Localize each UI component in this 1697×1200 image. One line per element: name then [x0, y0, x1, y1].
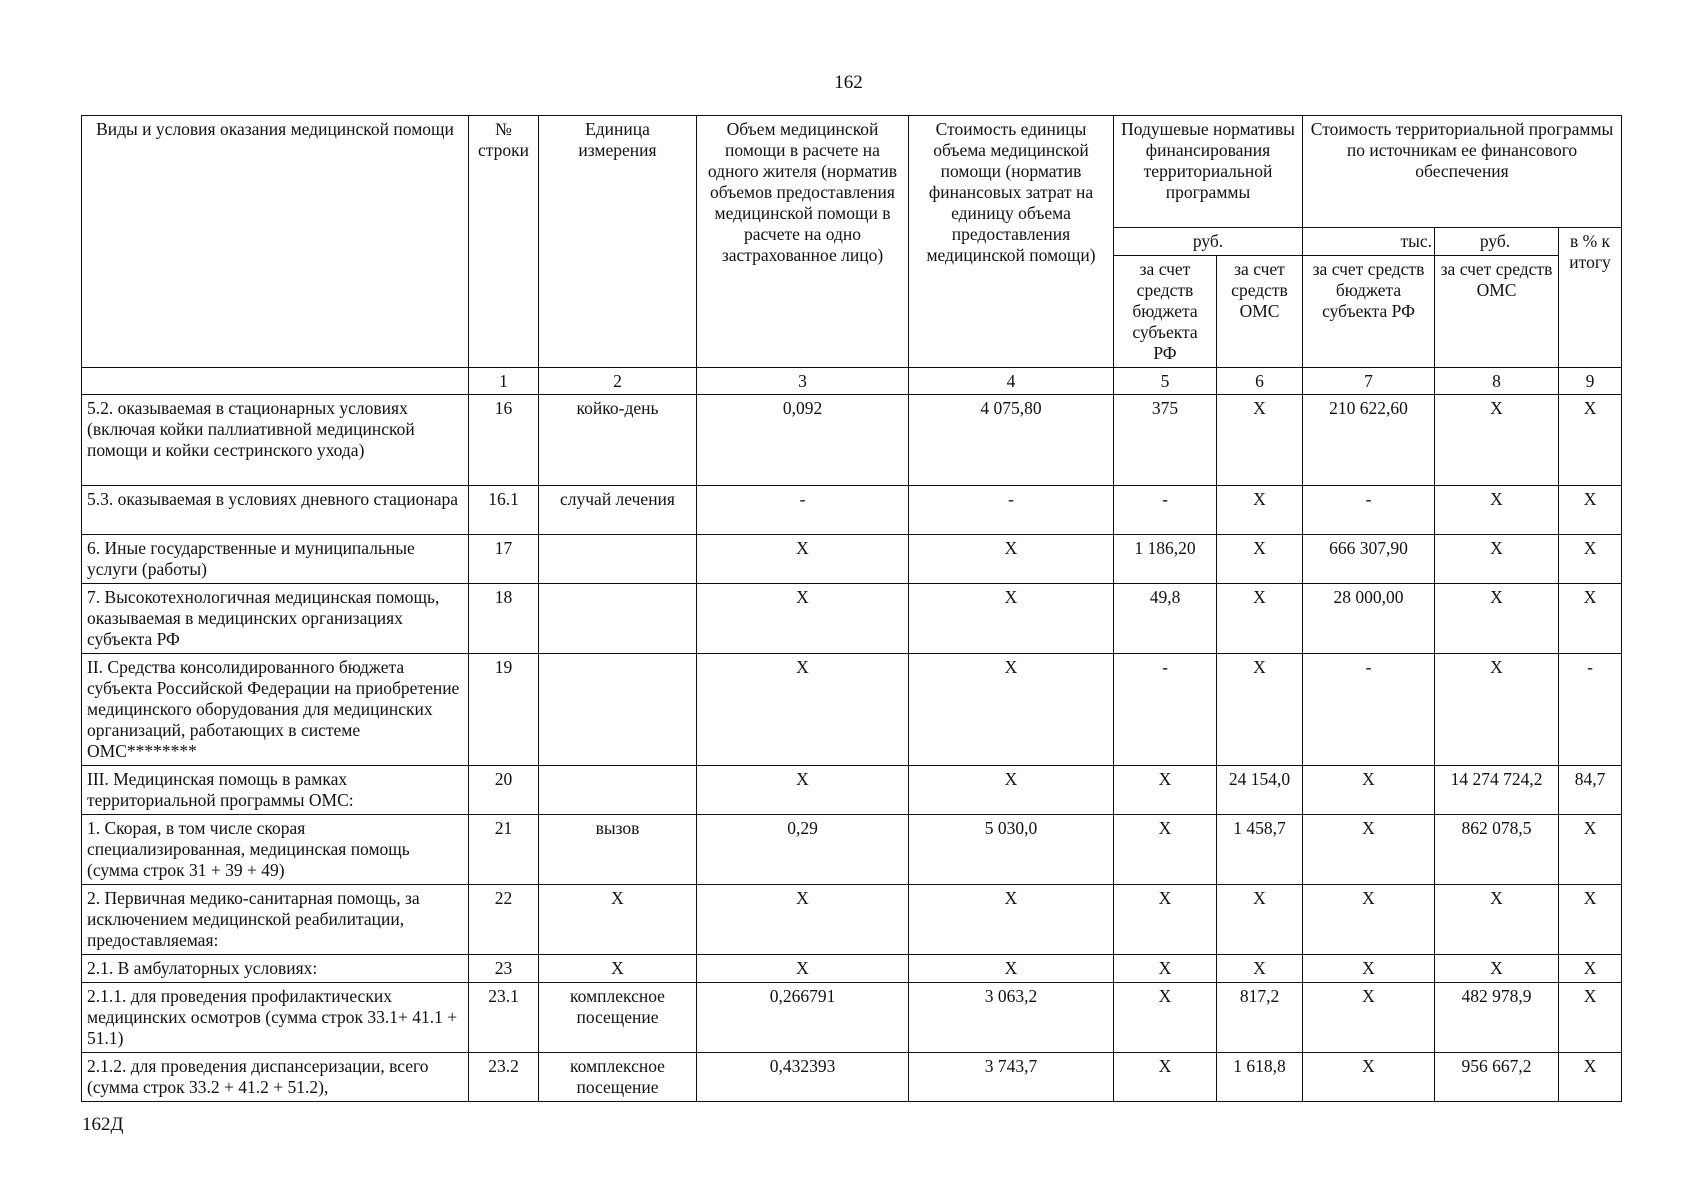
table-row [82, 766, 1622, 815]
row-unit-cell: вызов [539, 815, 697, 885]
row-value-cell: 1 618,8 [1217, 1053, 1303, 1102]
row-unit-cell [539, 766, 697, 815]
row-value-cell: Х [697, 955, 909, 983]
row-number-cell: 17 [469, 535, 539, 584]
row-value-cell: 24 154,0 [1217, 766, 1303, 815]
header-budget-rub: за счет средств бюджета субъекта РФ [1114, 256, 1217, 368]
financing-table [81, 115, 1622, 1102]
table-row [82, 486, 1622, 535]
column-number: 8 [1435, 368, 1559, 395]
row-value-cell: 862 078,5 [1435, 815, 1559, 885]
table-row [82, 815, 1622, 885]
row-value-cell: 666 307,90 [1303, 535, 1435, 584]
row-value-cell: Х [697, 766, 909, 815]
row-value-cell: Х [1435, 584, 1559, 654]
row-value-cell: Х [697, 535, 909, 584]
row-value-cell: Х [909, 885, 1114, 955]
row-value-cell: - [1114, 486, 1217, 535]
row-value-cell: Х [1303, 983, 1435, 1053]
row-name-cell: 2.1.1. для проведения профилактических медицинских осмотров (сумма строк 33.1+ 41.1 + 51.1) [82, 983, 469, 1053]
row-value-cell: Х [1114, 766, 1217, 815]
row-unit-cell [539, 535, 697, 584]
row-value-cell: Х [1303, 955, 1435, 983]
row-value-cell: 956 667,2 [1435, 1053, 1559, 1102]
table-row [82, 983, 1622, 1053]
header-oms-rub: за счет средств ОМС [1217, 256, 1303, 368]
row-value-cell: - [1303, 654, 1435, 766]
header-thous-left: тыс. [1303, 228, 1435, 256]
header-percent-total: в % к итогу [1559, 228, 1622, 368]
row-value-cell: Х [1217, 955, 1303, 983]
row-value-cell: Х [1217, 395, 1303, 486]
header-row-no: № строки [469, 116, 539, 368]
header-percapita: Подушевые нормативы финансирования территориальной программы [1114, 116, 1303, 228]
row-number-cell: 20 [469, 766, 539, 815]
row-value-cell: - [1303, 486, 1435, 535]
row-value-cell: Х [1435, 535, 1559, 584]
row-value-cell: Х [1559, 1053, 1622, 1102]
row-value-cell: Х [1559, 885, 1622, 955]
row-name-cell: 6. Иные государственные и муниципальные услуги (работы) [82, 535, 469, 584]
row-value-cell: Х [909, 766, 1114, 815]
table-row [82, 535, 1622, 584]
table-row [82, 654, 1622, 766]
row-value-cell: 84,7 [1559, 766, 1622, 815]
row-number-cell: 21 [469, 815, 539, 885]
row-value-cell: Х [697, 654, 909, 766]
row-value-cell: 0,266791 [697, 983, 909, 1053]
row-value-cell: - [697, 486, 909, 535]
row-value-cell: 4 075,80 [909, 395, 1114, 486]
row-number-cell: 18 [469, 584, 539, 654]
footer-code: 162Д [82, 1114, 124, 1135]
row-value-cell: Х [1559, 535, 1622, 584]
row-value-cell: Х [1559, 395, 1622, 486]
row-value-cell: Х [1217, 486, 1303, 535]
row-unit-cell [539, 584, 697, 654]
header-thous-right: руб. [1435, 228, 1559, 256]
row-value-cell: - [909, 486, 1114, 535]
page-number: 162 [834, 72, 863, 93]
row-value-cell: Х [1217, 885, 1303, 955]
row-name-cell: 2.1.2. для проведения диспансеризации, всего (сумма строк 33.2 + 41.2 + 51.2), [82, 1053, 469, 1102]
row-value-cell: Х [1217, 584, 1303, 654]
row-value-cell: 0,092 [697, 395, 909, 486]
row-value-cell: 210 622,60 [1303, 395, 1435, 486]
table-row [82, 955, 1622, 983]
column-number: 3 [697, 368, 909, 395]
row-name-cell: 2.1. В амбулаторных условиях: [82, 955, 469, 983]
row-value-cell: 0,29 [697, 815, 909, 885]
row-value-cell: Х [1114, 815, 1217, 885]
row-number-cell: 23.1 [469, 983, 539, 1053]
column-number: 5 [1114, 368, 1217, 395]
row-value-cell: 3 743,7 [909, 1053, 1114, 1102]
row-value-cell: Х [1559, 486, 1622, 535]
row-value-cell: 28 000,00 [1303, 584, 1435, 654]
row-value-cell: 1 458,7 [1217, 815, 1303, 885]
column-number: 1 [469, 368, 539, 395]
row-unit-cell: случай лечения [539, 486, 697, 535]
row-unit-cell: Х [539, 885, 697, 955]
row-number-cell: 22 [469, 885, 539, 955]
row-value-cell: Х [1559, 983, 1622, 1053]
row-value-cell: Х [909, 584, 1114, 654]
column-number: 2 [539, 368, 697, 395]
row-name-cell: 2. Первичная медико-санитарная помощь, за исключением медицинской реабилитации, предоставляемая: [82, 885, 469, 955]
row-value-cell: 375 [1114, 395, 1217, 486]
header-rub: руб. [1114, 228, 1303, 256]
row-name-cell: III. Медицинская помощь в рамках территориальной программы ОМС: [82, 766, 469, 815]
header-cost: Стоимость единицы объема медицинской помощи (норматив финансовых затрат на единицу объема предоставления медицинской помощи) [909, 116, 1114, 368]
row-value-cell: Х [1217, 654, 1303, 766]
row-value-cell: Х [1114, 1053, 1217, 1102]
row-value-cell: Х [697, 885, 909, 955]
row-value-cell: Х [1303, 766, 1435, 815]
row-value-cell: Х [909, 955, 1114, 983]
row-value-cell: Х [1303, 815, 1435, 885]
row-value-cell: - [1114, 654, 1217, 766]
header-program-cost: Стоимость территориальной программы по источникам ее финансового обеспечения [1303, 116, 1622, 228]
row-number-cell: 23.2 [469, 1053, 539, 1102]
row-value-cell: Х [1114, 955, 1217, 983]
row-value-cell: Х [1303, 1053, 1435, 1102]
row-value-cell: Х [909, 654, 1114, 766]
row-value-cell: Х [1217, 535, 1303, 584]
row-value-cell: 14 274 724,2 [1435, 766, 1559, 815]
row-value-cell: 49,8 [1114, 584, 1217, 654]
row-number-cell: 19 [469, 654, 539, 766]
row-value-cell: - [1559, 654, 1622, 766]
row-value-cell: Х [1114, 983, 1217, 1053]
column-number: 4 [909, 368, 1114, 395]
row-value-cell: Х [1303, 885, 1435, 955]
table-row [82, 1053, 1622, 1102]
row-value-cell: Х [1435, 654, 1559, 766]
header-budget-thous: за счет средств бюджета субъекта РФ [1303, 256, 1435, 368]
header-volume: Объем медицинской помощи в расчете на одного жителя (норматив объемов предоставления медицинской помощи в расчете на одно застрахованное лицо) [697, 116, 909, 368]
row-value-cell: Х [1435, 486, 1559, 535]
row-value-cell: 3 063,2 [909, 983, 1114, 1053]
row-name-cell: 5.3. оказываемая в условиях дневного стационара [82, 486, 469, 535]
row-unit-cell: койко-день [539, 395, 697, 486]
column-number: 9 [1559, 368, 1622, 395]
table-row [82, 395, 1622, 486]
column-number-blank [82, 368, 469, 395]
row-value-cell: Х [1435, 885, 1559, 955]
table-row [82, 885, 1622, 955]
row-number-cell: 16.1 [469, 486, 539, 535]
row-value-cell: 482 978,9 [1435, 983, 1559, 1053]
row-unit-cell: комплексное посещение [539, 1053, 697, 1102]
row-unit-cell: комплексное посещение [539, 983, 697, 1053]
row-value-cell: 0,432393 [697, 1053, 909, 1102]
row-value-cell: 817,2 [1217, 983, 1303, 1053]
header-type: Виды и условия оказания медицинской помощи [82, 116, 469, 368]
table-row [82, 584, 1622, 654]
row-name-cell: 5.2. оказываемая в стационарных условиях (включая койки паллиативной медицинской помощи и койки сестринского ухода) [82, 395, 469, 486]
row-value-cell: Х [1559, 815, 1622, 885]
row-name-cell: II. Средства консолидированного бюджета субъекта Российской Федерации на приобретение медицинского оборудования для медицинских организаций, работающих в системе ОМС******** [82, 654, 469, 766]
row-value-cell: Х [1435, 955, 1559, 983]
row-value-cell: Х [697, 584, 909, 654]
column-number: 6 [1217, 368, 1303, 395]
row-unit-cell: Х [539, 955, 697, 983]
row-value-cell: 5 030,0 [909, 815, 1114, 885]
row-number-cell: 16 [469, 395, 539, 486]
row-value-cell: Х [1114, 885, 1217, 955]
row-value-cell: Х [909, 535, 1114, 584]
row-value-cell: Х [1435, 395, 1559, 486]
row-value-cell: Х [1559, 955, 1622, 983]
row-value-cell: 1 186,20 [1114, 535, 1217, 584]
header-unit: Единица измерения [539, 116, 697, 368]
row-name-cell: 7. Высокотехнологичная медицинская помощь, оказываемая в медицинских организациях субъекта РФ [82, 584, 469, 654]
column-number: 7 [1303, 368, 1435, 395]
row-value-cell: Х [1559, 584, 1622, 654]
row-number-cell: 23 [469, 955, 539, 983]
row-unit-cell [539, 654, 697, 766]
header-oms-thous: за счет средств ОМС [1435, 256, 1559, 368]
row-name-cell: 1. Скорая, в том числе скорая специализированная, медицинская помощь (сумма строк 31 + 39 + 49) [82, 815, 469, 885]
